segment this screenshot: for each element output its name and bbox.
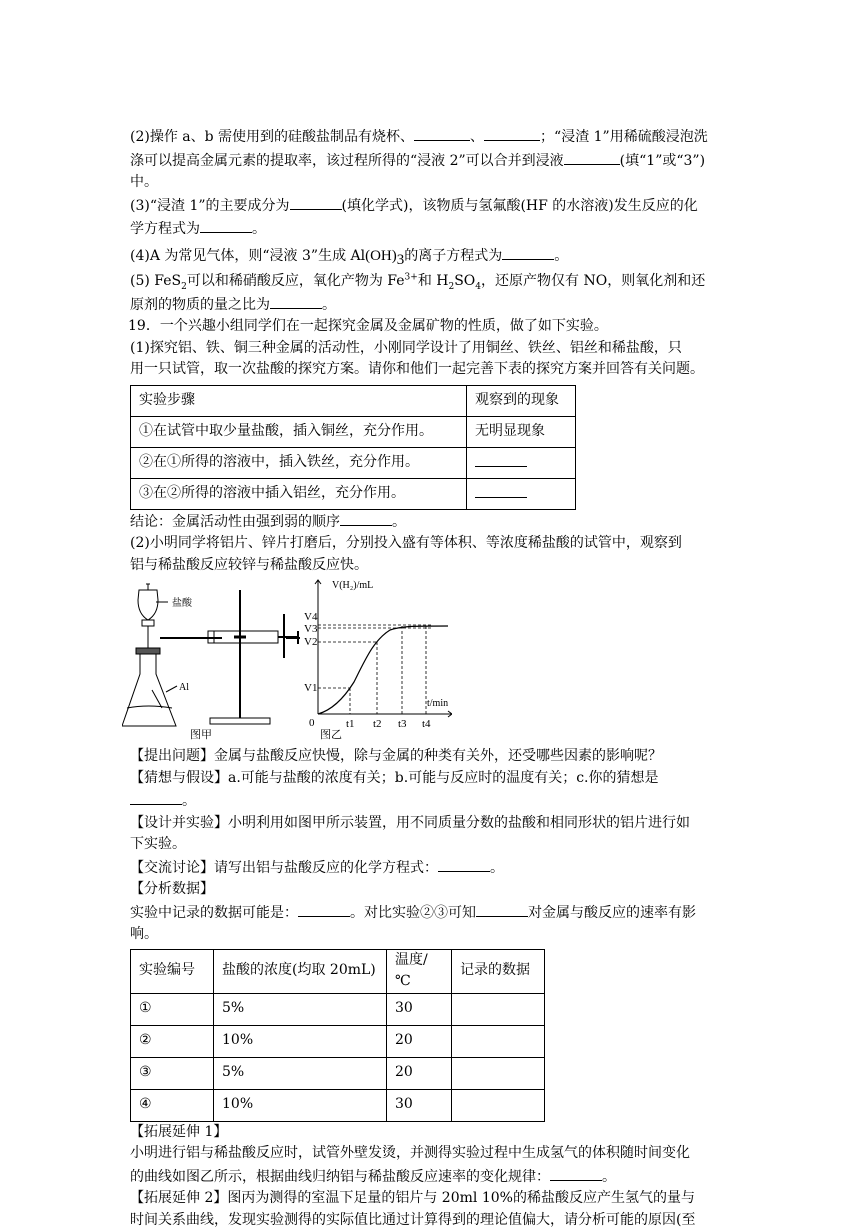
table-cell: ② <box>131 1025 214 1057</box>
data-table <box>130 949 545 1122</box>
table-cell: 30 <box>387 1089 452 1121</box>
data-line: 实验中记录的数据可能是： 。对比实验②③可知 对金属与酸反应的速率有影 <box>130 901 735 925</box>
table-row <box>131 1057 545 1089</box>
document-page <box>130 125 735 1231</box>
caption-fig-b: 图乙 <box>320 728 342 742</box>
answer-blank[interactable] <box>298 901 350 917</box>
q18-part2-end: 中。 <box>130 172 735 194</box>
q18-part5-cont: 原剂的物质的量之比为 。 <box>130 293 735 317</box>
funnel-stopper <box>146 584 150 590</box>
hypothesis-cont: 。 <box>130 789 735 813</box>
table-cell[interactable] <box>467 478 576 509</box>
flask <box>122 652 176 726</box>
x-axis-label: t/min <box>427 698 448 709</box>
table-cell: ③ <box>131 1057 214 1089</box>
table-header: 实验步骤 <box>131 385 467 416</box>
extension-2-cont: 时间关系曲线，发现实验测得的实际值比通过计算得到的理论值偏大，请分析可能的原因(至 <box>130 1210 735 1231</box>
extension-1: 小明进行铝与稀盐酸反应时，试管外壁发烫，并测得实验过程中生成氢气的体积随时间变化 <box>130 1143 735 1165</box>
table-cell: 10% <box>214 1089 387 1121</box>
answer-blank[interactable] <box>564 149 620 165</box>
table-cell[interactable] <box>452 1025 545 1057</box>
stand-base <box>210 718 270 724</box>
answer-blank[interactable] <box>484 125 540 141</box>
table-cell[interactable] <box>452 993 545 1025</box>
answer-blank[interactable] <box>270 293 322 309</box>
answer-blank[interactable] <box>130 789 182 805</box>
answer-blank[interactable] <box>476 901 528 917</box>
table-cell: 20 <box>387 1057 452 1089</box>
table-header: 记录的数据 <box>452 949 545 993</box>
table-cell: 30 <box>387 993 452 1025</box>
table-row <box>131 416 576 447</box>
answer-blank[interactable] <box>200 217 252 233</box>
table-cell: ①在试管中取少量盐酸，插入铜丝，充分作用。 <box>131 416 467 447</box>
answer-blank[interactable] <box>502 244 554 260</box>
q18-part2: (2)操作 a、b 需使用到的硅酸盐制品有烧杯、 、 ；“浸渣 1”用稀硫酸浸泡洗 <box>130 125 735 149</box>
x-tick-label: t2 <box>373 718 382 728</box>
extension-1-title: 【拓展延伸 1】 <box>130 1122 735 1144</box>
y-axis-label: V(H₂)/mL <box>332 580 373 591</box>
funnel-tap <box>142 620 154 626</box>
answer-blank[interactable] <box>340 510 392 526</box>
al-strip <box>152 690 162 708</box>
answer-blank[interactable] <box>438 856 490 872</box>
x-tick-label: t4 <box>422 718 431 728</box>
table-row <box>131 478 576 509</box>
table-cell: 无明显现象 <box>467 416 576 447</box>
design-experiment-cont: 下实验。 <box>130 834 735 856</box>
table-row <box>131 993 545 1025</box>
analyze-title: 【分析数据】 <box>130 879 735 901</box>
table-row <box>131 1089 545 1121</box>
figure-row <box>130 578 735 728</box>
y-tick-label: V2 <box>304 636 317 648</box>
hypothesis: 【猜想与假设】a.可能与盐酸的浓度有关；b.可能与反应时的温度有关；c.你的猜想是 <box>130 768 735 790</box>
y-tick-label: V3 <box>304 623 318 635</box>
design-experiment: 【设计并实验】小明利用如图甲所示装置，用不同质量分数的盐酸和相同形状的铝片进行如 <box>130 813 735 835</box>
q19-part2-cont: 铝与稀盐酸反应较锌与稀盐酸反应快。 <box>130 555 735 577</box>
table-cell: 5% <box>214 1057 387 1089</box>
answer-blank[interactable] <box>475 482 527 498</box>
x-tick-label: t3 <box>398 718 407 728</box>
table-header: 盐酸的浓度(均取 20mL) <box>214 949 387 993</box>
q18-part3: (3)“浸渣 1”的主要成分为 (填化学式)，该物质与氢氟酸(HF 的水溶液)发生反应的化 <box>130 194 735 218</box>
table-cell: ① <box>131 993 214 1025</box>
answer-blank[interactable] <box>475 451 527 467</box>
table-cell: 5% <box>214 993 387 1025</box>
table-cell: ③在②所得的溶液中插入铝丝，充分作用。 <box>131 478 467 509</box>
origin-label: 0 <box>309 717 315 728</box>
q19-intro: 19．一个兴趣小组同学们在一起探究金属及金属矿物的性质，做了如下实验。 <box>128 316 735 338</box>
q19-part1-cont: 用一只试管，取一次盐酸的探究方案。请你和他们一起完善下表的探究方案并回答有关问题。 <box>130 359 735 381</box>
x-tick-label: t1 <box>346 718 355 728</box>
liquid-surface <box>127 706 172 708</box>
ask-question: 【提出问题】金属与盐酸反应快慢，除与金属的种类有关外，还受哪些因素的影响呢？ <box>130 746 735 768</box>
figure-captions <box>130 728 735 746</box>
q18-part3-cont: 学方程式为 。 <box>130 217 735 241</box>
al-label: Al <box>179 682 189 693</box>
answer-blank[interactable] <box>290 194 342 210</box>
table-cell: 10% <box>214 1025 387 1057</box>
table-header: 温度/℃ <box>387 949 452 993</box>
caption-fig-a: 图甲 <box>190 728 212 742</box>
table-cell: ②在①所得的溶液中，插入铁丝，充分作用。 <box>131 447 467 478</box>
conclusion-line: 结论：金属活动性由强到弱的顺序 。 <box>130 510 735 534</box>
acid-label: 盐酸 <box>172 596 193 609</box>
apparatus-figure <box>122 578 452 728</box>
y-tick-label: V4 <box>304 611 318 623</box>
table-header: 观察到的现象 <box>467 385 576 416</box>
table-cell: ④ <box>131 1089 214 1121</box>
table-cell[interactable] <box>452 1057 545 1089</box>
y-tick-label: V1 <box>304 682 317 694</box>
extension-1-cont: 的曲线如图乙所示，根据曲线归纳铝与稀盐酸反应速率的变化规律： 。 <box>130 1165 735 1189</box>
table-header: 实验编号 <box>131 949 214 993</box>
table-cell: 20 <box>387 1025 452 1057</box>
discussion: 【交流讨论】请写出铝与盐酸反应的化学方程式： 。 <box>130 856 735 880</box>
activity-table <box>130 385 576 510</box>
answer-blank[interactable] <box>550 1165 602 1181</box>
q18-part2-cont: 涤可以提高金属元素的提取率，该过程所得的“浸液 2”可以合并到浸液 (填“1”或“3”) <box>130 149 735 173</box>
q19-part2: (2)小明同学将铝片、锌片打磨后，分别投入盛有等体积、等浓度稀盐酸的试管中，观察到 <box>130 533 735 555</box>
q18-part4: (4)A 为常见气体，则“浸液 3”生成 $Al(OH)_3$的离子方程式为 。 <box>130 244 735 268</box>
extension-2: 【拓展延伸 2】图丙为测得的室温下足量的铝片与 20ml 10%的稀盐酸反应产生氢气的量与 <box>130 1188 735 1210</box>
funnel-body <box>138 590 158 620</box>
table-cell[interactable] <box>452 1089 545 1121</box>
table-row <box>131 447 576 478</box>
q19-part1: (1)探究铝、铁、铜三种金属的活动性，小刚同学设计了用铜丝、铁丝、铝丝和稀盐酸，只 <box>130 338 735 360</box>
q18-part5: (5) FeS$_2$可以和稀硝酸反应，氧化产物为 $Fe^{3+}$和 $H_2SO_4$，还原产物仅有 NO，则氧化剂和还 <box>130 271 735 293</box>
table-row <box>131 1025 545 1057</box>
data-line-cont: 响。 <box>130 924 735 946</box>
table-cell[interactable] <box>467 447 576 478</box>
answer-blank[interactable] <box>414 125 470 141</box>
